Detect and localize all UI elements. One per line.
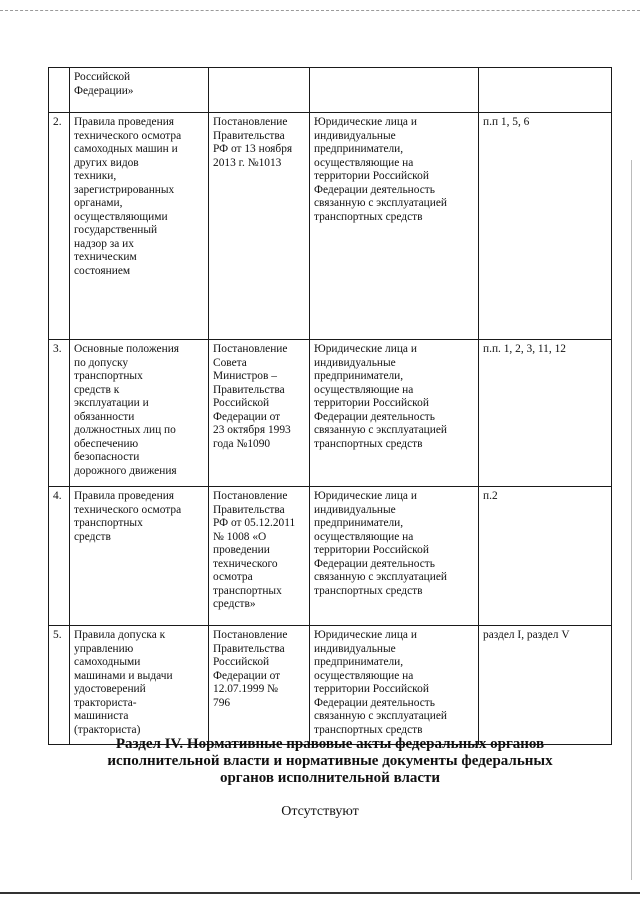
table-row xyxy=(49,626,612,745)
table-row xyxy=(49,340,612,487)
scan-bottom-edge xyxy=(0,892,640,894)
scan-right-edge xyxy=(631,160,632,880)
act-document: Постановление Правительства РФ от 05.12.2011 № 1008 «О проведении технического осмотра транспортных средств» xyxy=(209,487,310,626)
table-row xyxy=(49,487,612,626)
section-heading: Раздел IV. Нормативные правовые акты федеральных органов исполнительной власти и нормативные документы федеральных органов исполнительной власти xyxy=(107,736,553,786)
act-document: Постановление Правительства Российской Федерации от 12.07.1999 № 796 xyxy=(209,626,310,745)
row-number: 5. xyxy=(49,626,70,745)
act-document xyxy=(209,68,310,113)
act-subjects xyxy=(310,68,479,113)
act-document: Постановление Правительства РФ от 13 ноября 2013 г. №1013 xyxy=(209,113,310,340)
act-subjects: Юридические лица и индивидуальные предприниматели, осуществляющие на территории Российской Федерации деятельность связанную с эксплуатацией транспортных средств xyxy=(310,340,479,487)
act-refs: п.п. 1, 2, 3, 11, 12 xyxy=(479,340,612,487)
regulations-table xyxy=(48,67,612,745)
row-number: 2. xyxy=(49,113,70,340)
act-name: Правила проведения технического осмотра самоходных машин и других видов техники, зарегистрированных органами, осуществляющими государственный надзор за их техническим состоянием xyxy=(70,113,209,340)
table-row xyxy=(49,68,612,113)
act-refs: раздел I, раздел V xyxy=(479,626,612,745)
act-subjects: Юридические лица и индивидуальные предприниматели, осуществляющие на территории Российской Федерации деятельность связанную с эксплуатацией транспортных средств xyxy=(310,113,479,340)
row-number xyxy=(49,68,70,113)
row-number: 4. xyxy=(49,487,70,626)
act-refs: п.п 1, 5, 6 xyxy=(479,113,612,340)
act-name: Правила проведения технического осмотра транспортных средств xyxy=(70,487,209,626)
act-subjects: Юридические лица и индивидуальные предприниматели, осуществляющие на территории Российской Федерации деятельность связанную с эксплуатацией транспортных средств xyxy=(310,487,479,626)
section-status: Отсутствуют xyxy=(281,804,359,819)
act-name: Основные положения по допуску транспортных средств к эксплуатации и обязанности должностных лиц по обеспечению безопасности дорожного движения xyxy=(70,340,209,487)
act-refs xyxy=(479,68,612,113)
row-number: 3. xyxy=(49,340,70,487)
scan-top-edge xyxy=(0,10,640,11)
act-refs: п.2 xyxy=(479,487,612,626)
act-subjects: Юридические лица и индивидуальные предприниматели, осуществляющие на территории Российской Федерации деятельность связанную с эксплуатацией транспортных средств xyxy=(310,626,479,745)
table-row xyxy=(49,113,612,340)
act-name: Российской Федерации» xyxy=(70,68,209,113)
act-document: Постановление Совета Министров – Правительства Российской Федерации от 23 октября 1993 года №1090 xyxy=(209,340,310,487)
act-name: Правила допуска к управлению самоходными машинами и выдачи удостоверений тракториста- машиниста (тракториста) xyxy=(70,626,209,745)
